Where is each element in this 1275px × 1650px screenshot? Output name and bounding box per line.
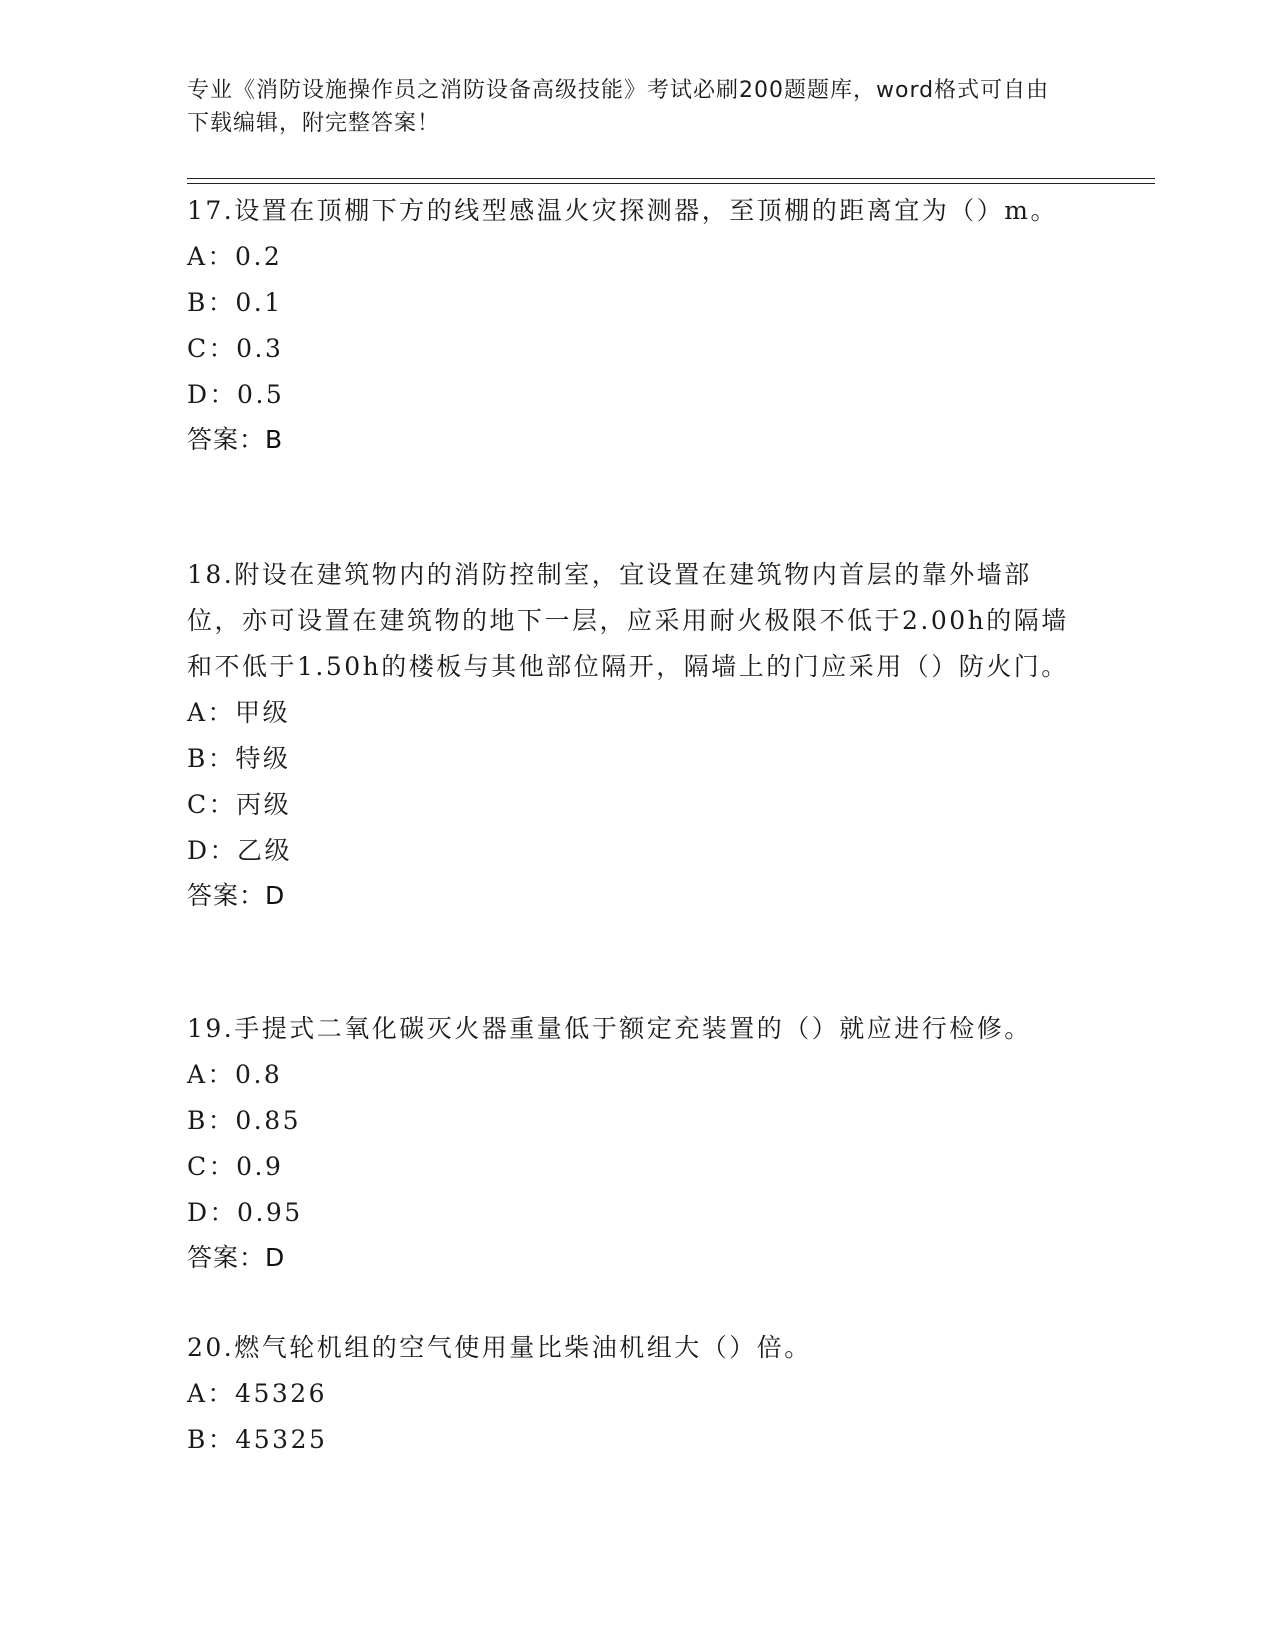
option-a: A：45326	[187, 1379, 328, 1408]
question-20	[187, 1325, 1077, 1463]
option-d: D：0.95	[187, 1198, 303, 1227]
option-a: A：0.2	[187, 242, 283, 271]
option-c: C：丙级	[187, 790, 292, 819]
header-divider-top	[187, 178, 1155, 179]
option-a: A：0.8	[187, 1060, 283, 1089]
header-divider-bottom	[187, 183, 1155, 184]
document-header: 专业《消防设施操作员之消防设备高级技能》考试必刷200题题库，word格式可自由下载编辑，附完整答案！	[187, 78, 1050, 136]
option-a: A：甲级	[187, 698, 291, 727]
question-19	[187, 1006, 1077, 1280]
answer: 答案：D	[187, 1243, 286, 1272]
question-text: 20.燃气轮机组的空气使用量比柴油机组大（）倍。	[187, 1333, 812, 1362]
option-d: D：0.5	[187, 380, 285, 409]
option-b: B：0.85	[187, 1106, 302, 1135]
option-c: C：0.3	[187, 334, 284, 363]
option-c: C：0.9	[187, 1152, 284, 1181]
option-b: B：0.1	[187, 288, 283, 317]
question-18	[187, 552, 1077, 918]
answer: 答案：D	[187, 881, 286, 910]
option-b: B：特级	[187, 744, 291, 773]
question-text: 17.设置在顶棚下方的线型感温火灾探测器，至顶棚的距离宜为（）m。	[187, 196, 1058, 225]
option-d: D：乙级	[187, 836, 293, 865]
answer: 答案：B	[187, 425, 284, 454]
question-text: 19.手提式二氧化碳灭火器重量低于额定充装置的（）就应进行检修。	[187, 1014, 1032, 1043]
question-text: 18.附设在建筑物内的消防控制室，宜设置在建筑物内首层的靠外墙部位，亦可设置在建筑物的地下一层，应采用耐火极限不低于2.00h的隔墙和不低于1.50h的楼板与其他部位隔开，隔墙上的门应采用（）防火门。	[187, 560, 1069, 681]
question-17	[187, 188, 1077, 462]
option-b: B：45325	[187, 1425, 328, 1454]
